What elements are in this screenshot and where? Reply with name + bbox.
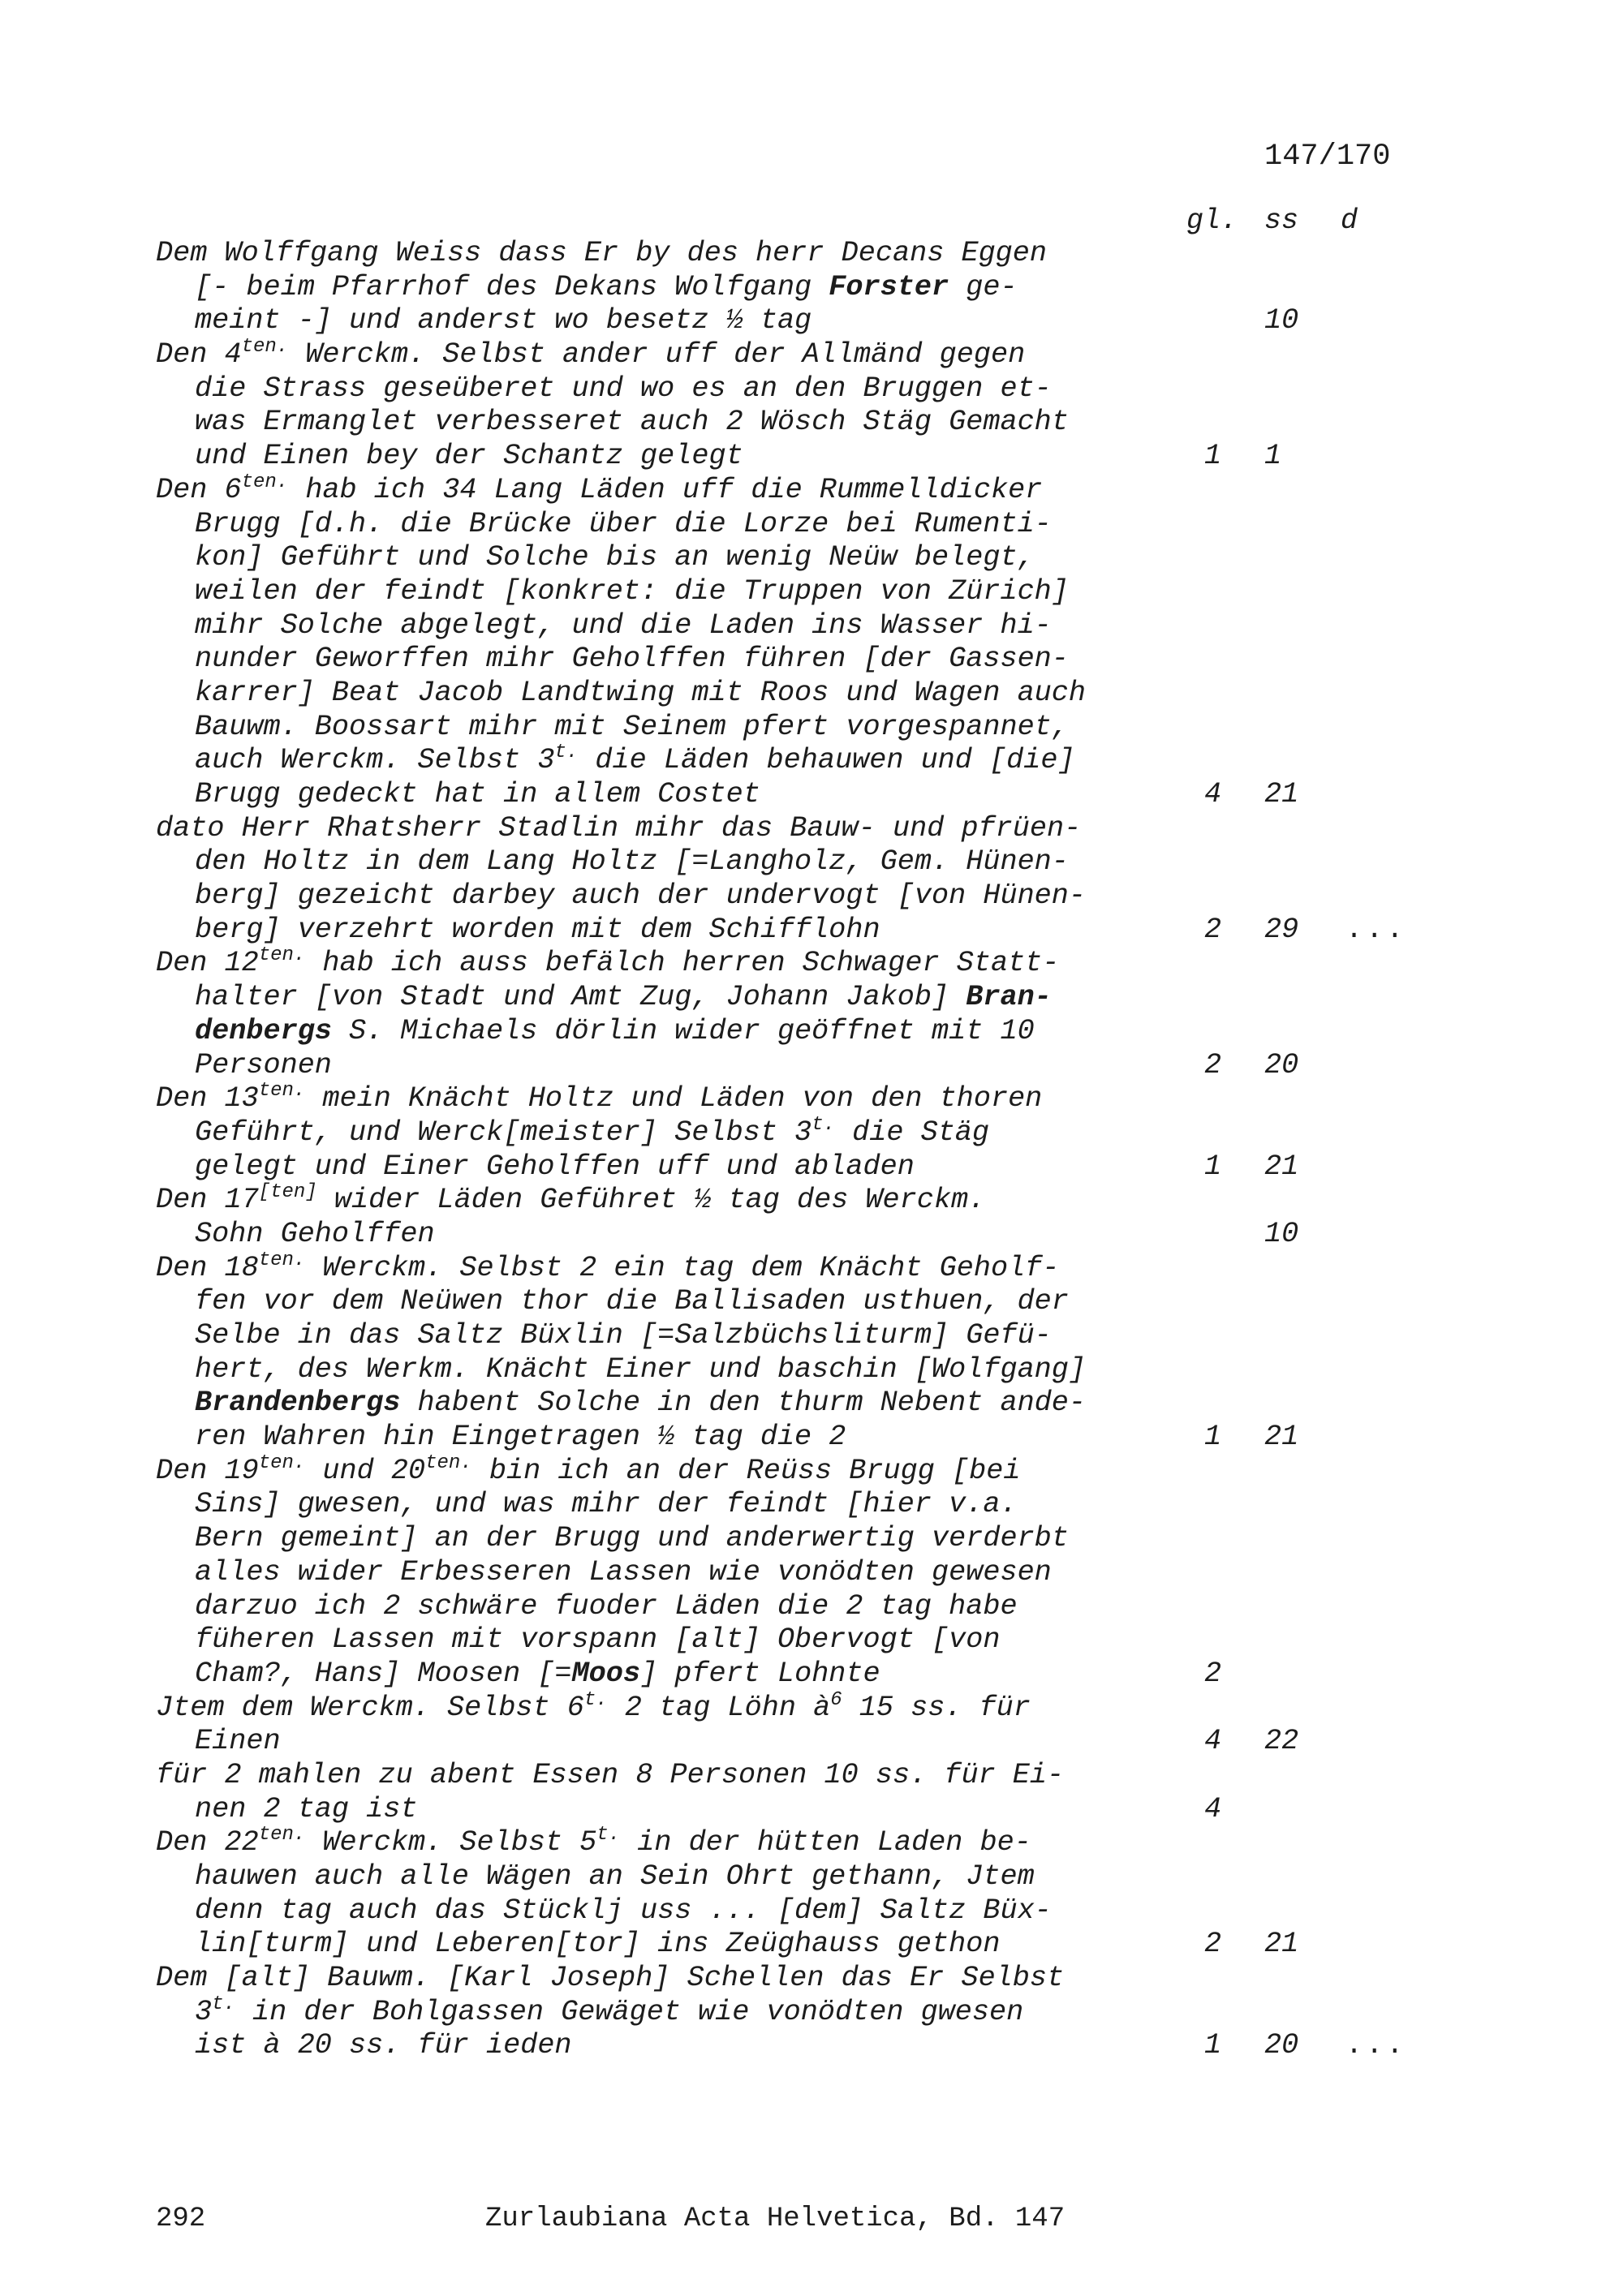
- entry-line: [0, 1658, 1623, 1692]
- bold-name: Moos: [571, 1657, 641, 1690]
- amount-schilling: 29: [1264, 913, 1299, 946]
- amount-gulden: 4: [1204, 778, 1222, 810]
- entry-line: [0, 1285, 1623, 1319]
- entry-line: [0, 1451, 1623, 1489]
- superscript-text: t.: [554, 742, 579, 764]
- entry-text: Bauwm. Boossart mihr mit Seinem pfert vorgespannet,: [195, 710, 1069, 743]
- entry-text: auch Werckm. Selbst 3: [195, 744, 555, 777]
- superscript-text: ten.: [258, 944, 306, 967]
- account-entries: [0, 237, 1623, 2063]
- entry-line: [0, 1113, 1623, 1150]
- bold-name: Bran-: [966, 981, 1052, 1014]
- entry-line: [0, 677, 1623, 711]
- superscript-text: ten.: [241, 471, 289, 493]
- amount-gulden: 4: [1204, 1725, 1222, 1758]
- entry-text: hab ich auss befälch herren Schwager Statt-: [305, 947, 1060, 980]
- page-number: 292: [156, 2204, 206, 2234]
- entry-text: Den 22: [156, 1826, 259, 1860]
- entry-text: Sins] gwesen, und was mihr der feindt [hier v.a.: [195, 1488, 1018, 1521]
- entry-text: ist à 20 ss. für ieden: [195, 2029, 572, 2062]
- entry-text: hauwen auch alle Wägen an Sein Ohrt gethann, Jtem: [195, 1860, 1035, 1893]
- entry-text: halter [von Stadt und Amt Zug, Johann Jakob]: [195, 981, 966, 1014]
- entry-text: in der hütten Laden be-: [620, 1826, 1031, 1860]
- entry-line: [0, 1793, 1623, 1827]
- entry-text: nen 2 tag ist: [195, 1792, 418, 1825]
- entry-text: Bern gemeint] an der Brugg und anderwertig verderbt: [195, 1522, 1069, 1555]
- entry-line: [0, 1962, 1623, 1996]
- entry-text: füheren Lassen mit vorspann [alt] Obervogt [von: [195, 1623, 1001, 1657]
- entry-line: [0, 440, 1623, 474]
- entry-text: Den 19: [156, 1454, 259, 1487]
- entry-line: [0, 1488, 1623, 1522]
- account-entry: [0, 1082, 1623, 1184]
- entry-line: [0, 609, 1623, 643]
- publication-title: Zurlaubiana Acta Helvetica, Bd. 147: [485, 2204, 1065, 2234]
- entry-text: denn tag auch das Stücklj uss ... [dem] Saltz Büx-: [195, 1894, 1052, 1927]
- entry-line: [0, 1590, 1623, 1624]
- page-reference: 147/170: [1264, 140, 1391, 174]
- entry-text: Einen: [195, 1725, 281, 1758]
- account-entry: [0, 1249, 1623, 1455]
- entry-line: [0, 1421, 1623, 1455]
- superscript-text: ten.: [425, 1451, 472, 1474]
- superscript-text: ten.: [258, 1080, 306, 1103]
- entry-text: meint -] und anderst wo besetz ½ tag: [195, 304, 812, 338]
- amount-schilling: 21: [1264, 1150, 1299, 1183]
- entry-line: [0, 1150, 1623, 1185]
- column-headers: [0, 204, 1623, 240]
- bold-name: Brandenbergs: [195, 1387, 401, 1420]
- entry-text: darzuo ich 2 schwäre fuoder Läden die 2 tag habe: [195, 1589, 1018, 1623]
- entry-line: [0, 1826, 1623, 1860]
- entry-text: 3: [195, 1995, 213, 2028]
- entry-text: Selbe in das Saltz Büxlin [=Salzbüchsliturm] Gefü-: [195, 1319, 1052, 1352]
- superscript-text: t.: [212, 1993, 235, 2015]
- entry-text: Geführt, und Werck[meister] Selbst 3: [195, 1116, 812, 1149]
- account-entry: [0, 1451, 1623, 1692]
- entry-line: [0, 1623, 1623, 1658]
- entry-line: [0, 1928, 1623, 1962]
- account-entry: [0, 1826, 1623, 1962]
- entry-text: Brugg [d.h. die Brücke über die Lorze bei Rumenti-: [195, 507, 1052, 540]
- entry-text: [- beim Pfarrhof des Dekans Wolfgang: [195, 270, 829, 303]
- entry-text: fen vor dem Neüwen thor die Ballisaden usthuen, der: [195, 1285, 1069, 1318]
- entry-line: [0, 541, 1623, 575]
- superscript-text: ten.: [258, 1451, 306, 1474]
- page-footer: [156, 2204, 1373, 2239]
- entry-line: [0, 508, 1623, 542]
- entry-text: Werckm. Selbst ander uff der Allmänd gegen: [288, 338, 1026, 372]
- superscript-text: [ten]: [258, 1181, 317, 1204]
- entry-text: ] pfert Lohnte: [640, 1657, 880, 1690]
- entry-line: [0, 1387, 1623, 1421]
- entry-text: ren Wahren hin Eingetragen ½ tag die 2: [195, 1421, 846, 1454]
- entry-line: [0, 1993, 1623, 2030]
- account-entry: [0, 471, 1623, 812]
- entry-text: Dem Wolffgang Weiss dass Er by des herr Decans Eggen: [156, 237, 1048, 269]
- superscript-text: ten.: [258, 1824, 306, 1847]
- amount-schilling: 10: [1264, 1217, 1299, 1250]
- entry-line: [0, 914, 1623, 948]
- entry-text: 2 tag Löhn à: [607, 1691, 831, 1724]
- entry-text: hert, des Werkm. Knächt Einer und baschin [Wolfgang]: [195, 1352, 1087, 1386]
- entry-line: [0, 879, 1623, 914]
- bold-name: Forster: [829, 270, 949, 303]
- entry-line: [0, 575, 1623, 609]
- entry-line: [0, 372, 1623, 406]
- amount-schilling: 21: [1264, 1928, 1299, 1961]
- amount-gulden: 2: [1204, 913, 1222, 946]
- bold-name: denbergs: [195, 1014, 332, 1047]
- entry-text: nunder Geworffen mihr Geholffen führen [der Gassen-: [195, 643, 1069, 676]
- entry-text: und Einen bey der Schantz gelegt: [195, 440, 743, 473]
- entry-text: 15 ss. für: [842, 1691, 1031, 1724]
- entry-text: hab ich 34 Lang Läden uff die Rummelldicker: [288, 473, 1043, 506]
- amount-schilling: 10: [1264, 304, 1299, 338]
- amount-gulden: 1: [1204, 440, 1222, 473]
- entry-line: [0, 338, 1623, 372]
- amount-schilling: 20: [1264, 2029, 1299, 2062]
- entry-text: Werckm. Selbst 5: [305, 1826, 597, 1860]
- entry-line: [0, 1556, 1623, 1590]
- entry-line: [0, 981, 1623, 1015]
- entry-line: [0, 1759, 1623, 1793]
- amount-denar: ...: [1345, 2029, 1407, 2062]
- amount-schilling: 20: [1264, 1048, 1299, 1081]
- amount-gulden: 1: [1204, 1421, 1222, 1454]
- account-entry: [0, 944, 1623, 1082]
- entry-text: Werckm. Selbst 2 ein tag dem Knächt Geholf-: [305, 1251, 1060, 1284]
- entry-text: lin[turm] und Leberen[tor] ins Zeüghauss gethon: [195, 1928, 1001, 1961]
- entry-line: [0, 744, 1623, 778]
- entry-line: [0, 1181, 1623, 1218]
- entry-line: [0, 1522, 1623, 1556]
- amount-schilling: 21: [1264, 1421, 1299, 1454]
- amount-gulden: 4: [1204, 1792, 1222, 1825]
- superscript-text: t.: [583, 1688, 608, 1711]
- entry-text: die Läden behauwen und [die]: [578, 744, 1075, 777]
- entry-line: [0, 1319, 1623, 1353]
- entry-text: Den 13: [156, 1082, 259, 1116]
- superscript-text: ten.: [258, 1249, 306, 1271]
- entry-line: [0, 711, 1623, 745]
- entry-line: [0, 1249, 1623, 1286]
- entry-line: [0, 1049, 1623, 1083]
- entry-text: Sohn Geholffen: [195, 1217, 435, 1250]
- amount-gulden: 1: [1204, 2029, 1222, 2062]
- entry-text: mihr Solche abgelegt, und die Laden ins Wasser hi-: [195, 608, 1052, 642]
- superscript-text: 6: [830, 1688, 842, 1711]
- entry-text: mein Knächt Holtz und Läden von den thoren: [305, 1082, 1043, 1116]
- entry-text: ge-: [949, 270, 1018, 303]
- account-entry: [0, 812, 1623, 948]
- superscript-text: t.: [812, 1113, 835, 1136]
- superscript-text: ten.: [241, 336, 289, 359]
- entry-text: was Ermanglet verbesseret auch 2 Wösch Stäg Gemacht: [195, 406, 1069, 439]
- entry-line: [0, 812, 1623, 846]
- entry-line: [0, 1894, 1623, 1928]
- entry-text: S. Michaels dörlin wider geöffnet mit 10: [331, 1014, 1035, 1047]
- entry-text: für 2 mahlen zu abent Essen 8 Personen 10 ss. für Ei-: [156, 1758, 1065, 1791]
- entry-text: Den 12: [156, 947, 259, 980]
- entry-line: [0, 271, 1623, 305]
- entry-line: [0, 1353, 1623, 1387]
- entry-line: [0, 845, 1623, 879]
- account-entry: [0, 1962, 1623, 2063]
- entry-text: gelegt und Einer Geholffen uff und abladen: [195, 1150, 915, 1183]
- amount-schilling: 1: [1264, 440, 1282, 473]
- entry-text: die Stäg: [835, 1116, 990, 1149]
- entry-line: [0, 406, 1623, 440]
- entry-line: [0, 643, 1623, 677]
- entry-text: karrer] Beat Jacob Landtwing mit Roos und Wagen auch: [195, 676, 1087, 709]
- entry-text: in der Bohlgassen Gewäget wie vonödten gwesen: [235, 1995, 1024, 2028]
- entry-line: [0, 237, 1623, 271]
- entry-text: Den 18: [156, 1251, 259, 1284]
- entry-line: [0, 778, 1623, 812]
- entry-text: Jtem dem Werckm. Selbst 6: [156, 1691, 584, 1724]
- entry-line: [0, 944, 1623, 981]
- entry-text: und 20: [305, 1454, 426, 1487]
- account-entry: [0, 1181, 1623, 1251]
- entry-text: Den 6: [156, 473, 242, 506]
- entry-text: wider Läden Geführet ½ tag des Werckm.: [316, 1184, 986, 1217]
- amount-gulden: 2: [1204, 1928, 1222, 1961]
- entry-line: [0, 304, 1623, 338]
- denar-column-header: d: [1341, 204, 1358, 237]
- entry-text: bin ich an der Reüss Brugg [bei: [471, 1454, 1021, 1487]
- schilling-column-header: ss: [1264, 204, 1299, 237]
- entry-line: [0, 1860, 1623, 1894]
- account-entry: [0, 1759, 1623, 1826]
- entry-text: den Holtz in dem Lang Holtz [=Langholz, Gem. Hünen-: [195, 845, 1069, 879]
- entry-text: dato Herr Rhatsherr Stadlin mihr das Bauw- und pfrüen-: [156, 811, 1082, 845]
- entry-text: berg] gezeicht darbey auch der undervogt [von Hünen-: [195, 879, 1087, 913]
- amount-schilling: 21: [1264, 778, 1299, 810]
- amount-schilling: 22: [1264, 1725, 1299, 1758]
- amount-gulden: 2: [1204, 1048, 1222, 1081]
- entry-text: Den 4: [156, 338, 242, 372]
- entry-text: die Strass geseüberet und wo es an den Bruggen et-: [195, 372, 1052, 405]
- entry-line: [0, 1082, 1623, 1116]
- entry-text: Cham?, Hans] Moosen [=: [195, 1657, 572, 1690]
- account-entry: [0, 1688, 1623, 1759]
- entry-text: Brugg gedeckt hat in allem Costet: [195, 778, 760, 810]
- entry-text: berg] verzehrt worden mit dem Schifflohn: [195, 913, 880, 946]
- entry-line: [0, 1688, 1623, 1726]
- entry-text: weilen der feindt [konkret: die Truppen von Zürich]: [195, 574, 1069, 608]
- amount-gulden: 1: [1204, 1150, 1222, 1183]
- entry-text: Personen: [195, 1048, 332, 1081]
- entry-line: [0, 2029, 1623, 2063]
- entry-text: alles wider Erbesseren Lassen wie vonödten gewesen: [195, 1555, 1052, 1589]
- gulden-column-header: gl.: [1186, 204, 1238, 237]
- account-entry: [0, 237, 1623, 338]
- entry-text: Den 17: [156, 1184, 259, 1217]
- entry-line: [0, 1725, 1623, 1759]
- entry-text: Dem [alt] Bauwm. [Karl Joseph] Schellen das Er Selbst: [156, 1962, 1065, 1995]
- entry-line: [0, 1218, 1623, 1252]
- entry-line: [0, 471, 1623, 508]
- superscript-text: t.: [596, 1824, 621, 1847]
- account-entry: [0, 338, 1623, 474]
- entry-text: habent Solche in den thurm Nebent ande-: [400, 1387, 1087, 1420]
- entry-line: [0, 1015, 1623, 1049]
- entry-text: kon] Geführt und Solche bis an wenig Neüw belegt,: [195, 541, 1035, 574]
- amount-gulden: 2: [1204, 1657, 1222, 1690]
- amount-denar: ...: [1345, 913, 1407, 946]
